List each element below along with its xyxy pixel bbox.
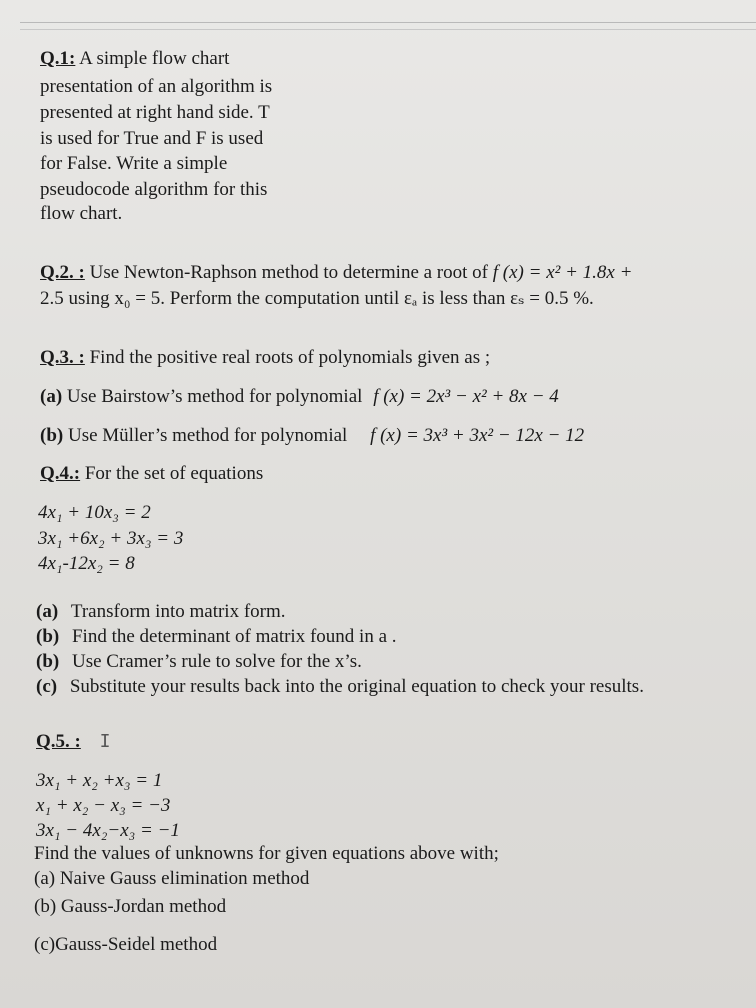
q1-label: Q.1: bbox=[40, 48, 76, 69]
q3-function-b: f (x) = 3x³ + 3x² − 12x − 12 bbox=[370, 425, 585, 446]
q3-intro-line: Q.3. : Find the positive real roots of polynomials given as ; bbox=[40, 347, 491, 368]
page-top-rule bbox=[20, 22, 756, 30]
q4-part-b: (b) Find the determinant of matrix found in a . bbox=[36, 626, 397, 647]
q1-line-4: is used for True and F is used bbox=[40, 128, 264, 149]
q3-part-a: (a) Use Bairstow’s method for polynomial f (x) = 2x³ − x² + 8x − 4 bbox=[40, 386, 559, 407]
q1-line-7: flow chart. bbox=[40, 203, 123, 224]
q4-label: Q.4.: bbox=[40, 463, 81, 484]
q5-intro: Find the values of unknowns for given equations above with; bbox=[34, 843, 499, 864]
q2-line-2: 2.5 using x₀ = 5. Perform the computation until εₐ is less than εₛ = 0.5 %. bbox=[40, 288, 594, 309]
q4-part-c: (c) Substitute your results back into the original equation to check your results. bbox=[36, 676, 644, 697]
q3-part-b: (b) Use Müller’s method for polynomial f (x) = 3x³ + 3x² − 12x − 12 bbox=[40, 425, 585, 446]
q5-part-a: (a) Naive Gauss elimination method bbox=[34, 868, 310, 889]
q5-label: Q.5. : bbox=[36, 731, 81, 752]
q3-label: Q.3. : bbox=[40, 347, 85, 368]
q4-part-b-cramer: (b) Use Cramer’s rule to solve for the x’s. bbox=[36, 651, 362, 672]
q4-equation-3: 4x₁-12x₂ = 8 bbox=[38, 553, 135, 574]
q5-equation-3: 3x₁ − 4x₂−x₃ = −1 bbox=[36, 820, 180, 841]
q1-line-3: presented at right hand side. T bbox=[40, 102, 270, 123]
q2-label: Q.2. : bbox=[40, 262, 85, 283]
q2-function: f (x) = x² + 1.8x + bbox=[492, 262, 633, 283]
q5-part-b: (b) Gauss-Jordan method bbox=[34, 896, 227, 917]
q4-intro-line: Q.4.: For the set of equations bbox=[40, 463, 264, 484]
q1-line-5: for False. Write a simple bbox=[40, 153, 228, 174]
q3-function-a: f (x) = 2x³ − x² + 8x − 4 bbox=[373, 386, 559, 407]
q4-equation-1: 4x₁ + 10x₃ = 2 bbox=[38, 502, 151, 523]
q4-part-a: (a) Transform into matrix form. bbox=[36, 601, 286, 622]
q2-line-1: Q.2. : Use Newton-Raphson method to determine a root of f (x) = x² + 1.8x + bbox=[40, 262, 633, 283]
q4-equation-2: 3x₁ +6x₂ + 3x₃ = 3 bbox=[38, 528, 184, 549]
q1-line-1: Q.1: A simple flow chart bbox=[40, 48, 230, 69]
q1-line-6: pseudocode algorithm for this bbox=[40, 179, 268, 200]
q5-equation-1: 3x₁ + x₂ +x₃ = 1 bbox=[36, 770, 163, 791]
q5-equation-2: x₁ + x₂ − x₃ = −3 bbox=[36, 795, 171, 816]
q5-part-c: (c)Gauss-Seidel method bbox=[34, 934, 218, 955]
q5-label-line bbox=[36, 731, 110, 753]
text-cursor-icon: I bbox=[99, 731, 111, 752]
q1-line-2: presentation of an algorithm is bbox=[40, 76, 273, 97]
